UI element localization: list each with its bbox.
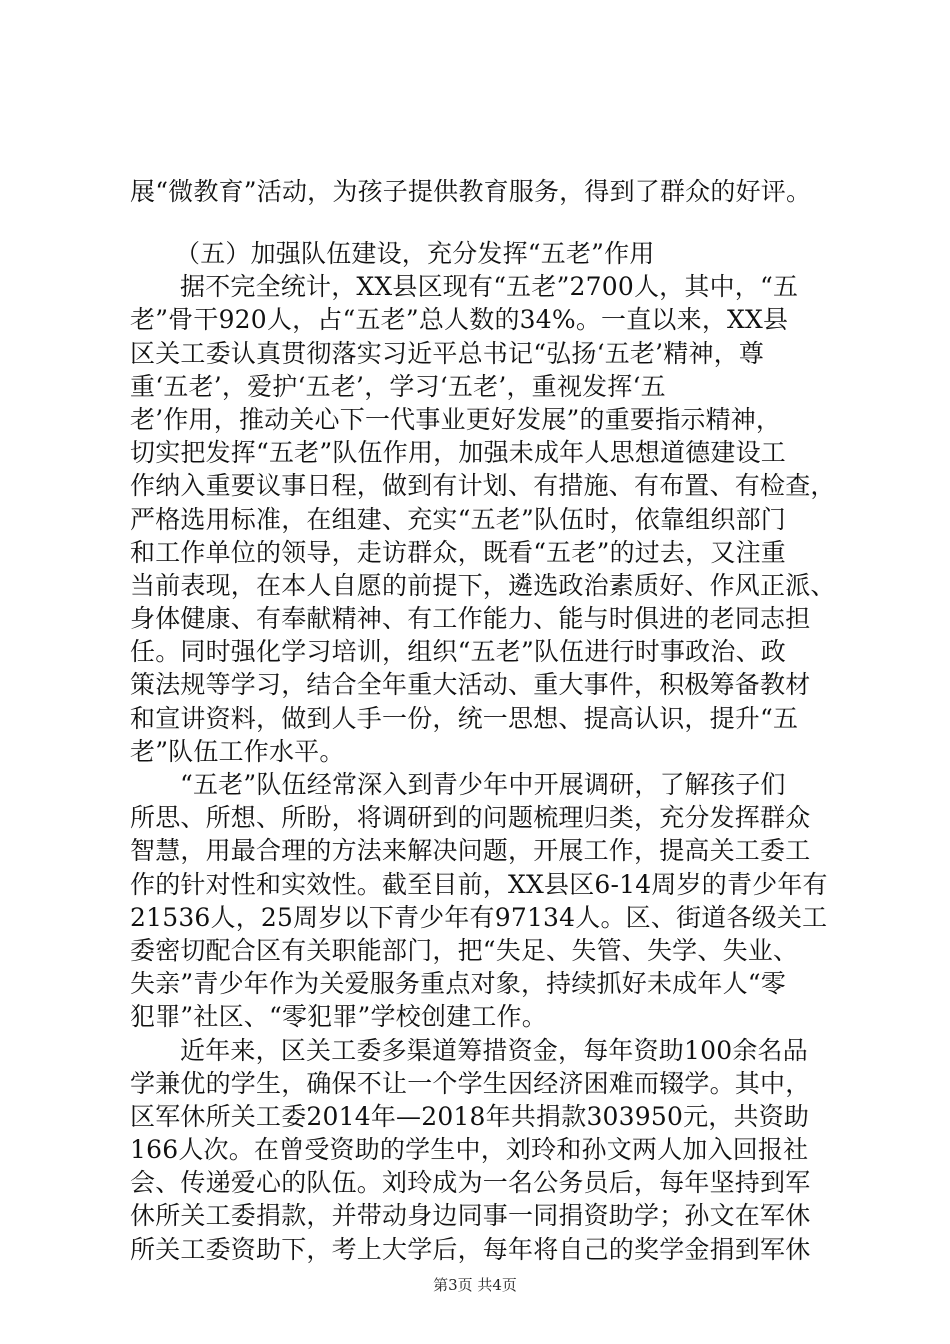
paragraph1-line-12: 任。同时强化学习培训，组织“五老”队伍进行时事政治、政 — [130, 637, 786, 667]
paragraph1-line-15: 老”队伍工作水平。 — [130, 736, 345, 766]
paragraph1-line-2: 老”骨干920人，占“五老”总人数的34%。一直以来，XX县 — [130, 305, 789, 335]
paragraph1-line-3: 区关工委认真贯彻落实习近平总书记“弘扬‘五老’精神，尊 — [130, 338, 765, 368]
paragraph1-line-7: 作纳入重要议事日程，做到有计划、有措施、有布置、有检查， — [130, 471, 836, 501]
paragraph1-line-4: 重‘五老’，爱护‘五老’，学习‘五老’，重视发挥‘五 — [130, 371, 666, 401]
section-heading: （五）加强队伍建设，充分发挥“五老”作用 — [175, 239, 655, 268]
paragraph1-line-10: 当前表现，在本人自愿的前提下，遴选政治素质好、作风正派、 — [130, 570, 836, 600]
paragraph3-line-7: 所关工委资助下，考上大学后，每年将自己的奖学金捐到军休 — [130, 1234, 811, 1264]
paragraph1-line-13: 策法规等学习，结合全年重大活动、重大事件，积极筹备教材 — [130, 670, 811, 700]
paragraph2-line-8: 犯罪”社区、“零犯罪”学校创建工作。 — [130, 1002, 547, 1032]
paragraph1-line-8: 严格选用标准，在组建、充实“五老”队伍时，依靠组织部门 — [130, 504, 786, 534]
body-text — [130, 237, 850, 1266]
paragraph1-line-14: 和宣讲资料，做到人手一份，统一思想、提高认识，提升“五 — [130, 703, 799, 733]
opening-line: 展“微教育”活动，为孩子提供教育服务，得到了群众的好评。 — [130, 177, 812, 206]
paragraph1-line-5: 老’作用，推动关心下一代事业更好发展”的重要指示精神， — [130, 404, 782, 434]
paragraph3-line-5: 会、传递爱心的队伍。刘玲成为一名公务员后，每年坚持到军 — [130, 1168, 811, 1198]
paragraph2-line-5: 21536人，25周岁以下青少年有97134人。区、街道各级关工 — [130, 902, 828, 932]
paragraph2-line-2: 所思、所想、所盼，将调研到的问题梳理归类，充分发挥群众 — [130, 803, 811, 833]
paragraph3-line-2: 学兼优的学生，确保不让一个学生因经济困难而辍学。其中， — [130, 1068, 811, 1098]
paragraph3-line-1: 近年来，区关工委多渠道筹措资金，每年资助100余名品 — [180, 1035, 808, 1065]
paragraph2-line-3: 智慧，用最合理的方法来解决问题，开展工作，提高关工委工 — [130, 836, 811, 866]
paragraph3-line-4: 166人次。在曾受资助的学生中，刘玲和孙文两人加入回报社 — [130, 1135, 809, 1165]
page-footer — [0, 1276, 950, 1294]
paragraph2-line-4: 作的针对性和实效性。截至目前，XX县区6-14周岁的青少年有 — [130, 869, 828, 899]
paragraph3-line-6: 休所关工委捐款，并带动身边同事一同捐资助学；孙文在军休 — [130, 1201, 811, 1231]
paragraph2-line-6: 委密切配合区有关职能部门，把“失足、失管、失学、失业、 — [130, 935, 799, 965]
paragraph1-line-1: 据不完全统计，XX县区现有“五老”2700人，其中，“五 — [180, 272, 799, 302]
paragraph1-line-6: 切实把发挥“五老”队伍作用，加强未成年人思想道德建设工 — [130, 438, 786, 468]
paragraph1-line-11: 身体健康、有奉献精神、有工作能力、能与时俱进的老同志担 — [130, 604, 811, 634]
paragraph3-line-3: 区军休所关工委2014年—2018年共捐款303950元，共资助 — [130, 1101, 810, 1131]
paragraph1-line-9: 和工作单位的领导，走访群众，既看“五老”的过去，又注重 — [130, 537, 786, 567]
opening-line-block — [130, 175, 850, 208]
paragraph2-line-1: “五老”队伍经常深入到青少年中开展调研，了解孩子们 — [180, 770, 786, 799]
page-number: 第3页 共4页 — [433, 1276, 517, 1294]
paragraph2-line-7: 失亲”青少年作为关爱服务重点对象，持续抓好未成年人“零 — [130, 969, 786, 999]
